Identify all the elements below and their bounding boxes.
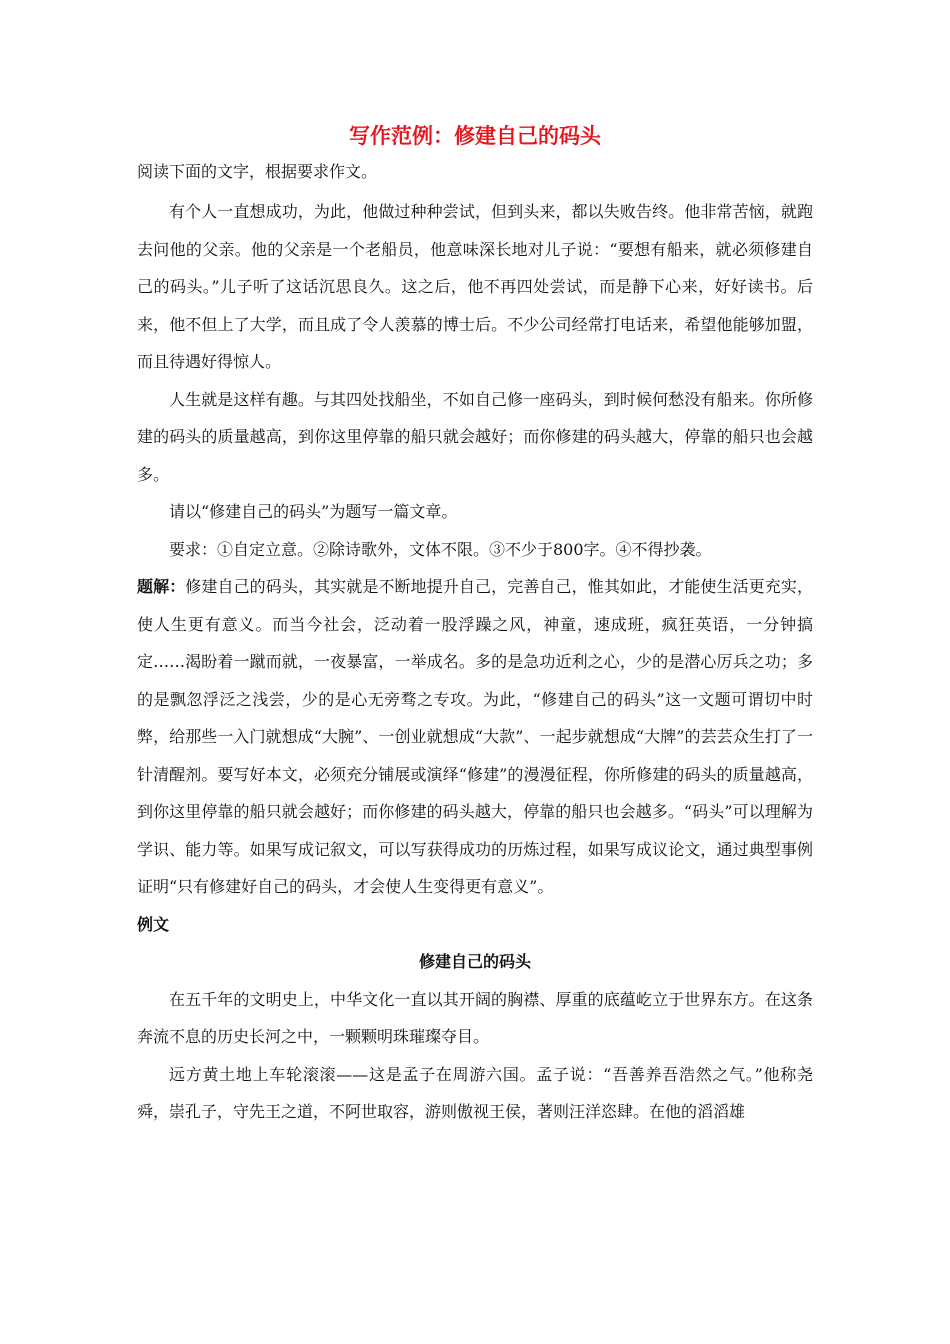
material-paragraph-2: 人生就是这样有趣。与其四处找船坐，不如自己修一座码头，到时候何愁没有船来。你所修建的码头的质量越高，到你这里停靠的船只就会越好；而你修建的码头越大，停靠的船只也会越多。 <box>137 389 813 484</box>
material-paragraph-1: 有个人一直想成功，为此，他做过种种尝试，但到头来，都以失败告终。他非常苦恼，就跑去问他的父亲。他的父亲是一个老船员，他意味深长地对儿子说：“要想有船来，就必须修建自己的码头。”儿子听了这话沉思良久。这之后，他不再四处尝试，而是静下心来，好好读书。后来，他不但上了大学，而且成了令人羡慕的博士后。不少公司经常打电话来，希望他能够加盟，而且待遇好得惊人。 <box>137 202 813 371</box>
prompt-paragraph: 请以“修建自己的码头”为题写一篇文章。 <box>169 502 458 521</box>
example-paragraph-2: 远方黄土地上车轮滚滚——这是孟子在周游六国。孟子说：“吾善养吾浩然之气。”他称尧舜，崇孔子，守先王之道，不阿世取容，游则傲视王侯，著则汪洋恣肆。在他的滔滔雄 <box>137 1064 813 1121</box>
document-title: 写作范例：修建自己的码头 <box>349 124 601 148</box>
example-label: 例文 <box>137 914 170 934</box>
intro-paragraph: 阅读下面的文字，根据要求作文。 <box>137 162 378 181</box>
example-title: 修建自己的码头 <box>418 952 531 971</box>
requirements-paragraph: 要求：①自定立意。②除诗歌外，文体不限。③不少于800字。④不得抄袭。 <box>169 539 712 559</box>
analysis-paragraph <box>137 568 813 906</box>
example-paragraph-1: 在五千年的文明史上，中华文化一直以其开阔的胸襟、厚重的底蕴屹立于世界东方。在这条奔流不息的历史长河之中，一颗颗明珠璀璨夺目。 <box>137 989 813 1046</box>
document-body <box>137 158 813 1131</box>
analysis-text: 修建自己的码头，其实就是不断地提升自己，完善自己，惟其如此，才能使生活更充实，使人生更有意义。而当今社会，泛动着一股浮躁之风，神童，速成班，疯狂英语，一分钟搞定……渴盼着一蹴而就，一夜暴富，一举成名。多的是急功近利之心，少的是潜心厉兵之功；多的是飘忽浮泛之浅尝，少的是心无旁骛之专攻。为此，“修建自己的码头”这一文题可谓切中时弊，给那些一入门就想成“大腕”、一创业就想成“大款”、一起步就想成“大牌”的芸芸众生打了一针清醒剂。要写好本文，必须充分铺展或演绎“修建”的漫漫征程，你所修建的码头的质量越高，到你这里停靠的船只就会越好；而你修建的码头越大，停靠的船只也会越多。“码头”可以理解为学识、能力等。如果写成记叙文，可以写获得成功的历炼过程，如果写成议论文，通过典型事例证明“只有修建好自己的码头，才会使人生变得更有意义”。 <box>137 577 813 896</box>
analysis-label: 题解： <box>137 577 186 596</box>
